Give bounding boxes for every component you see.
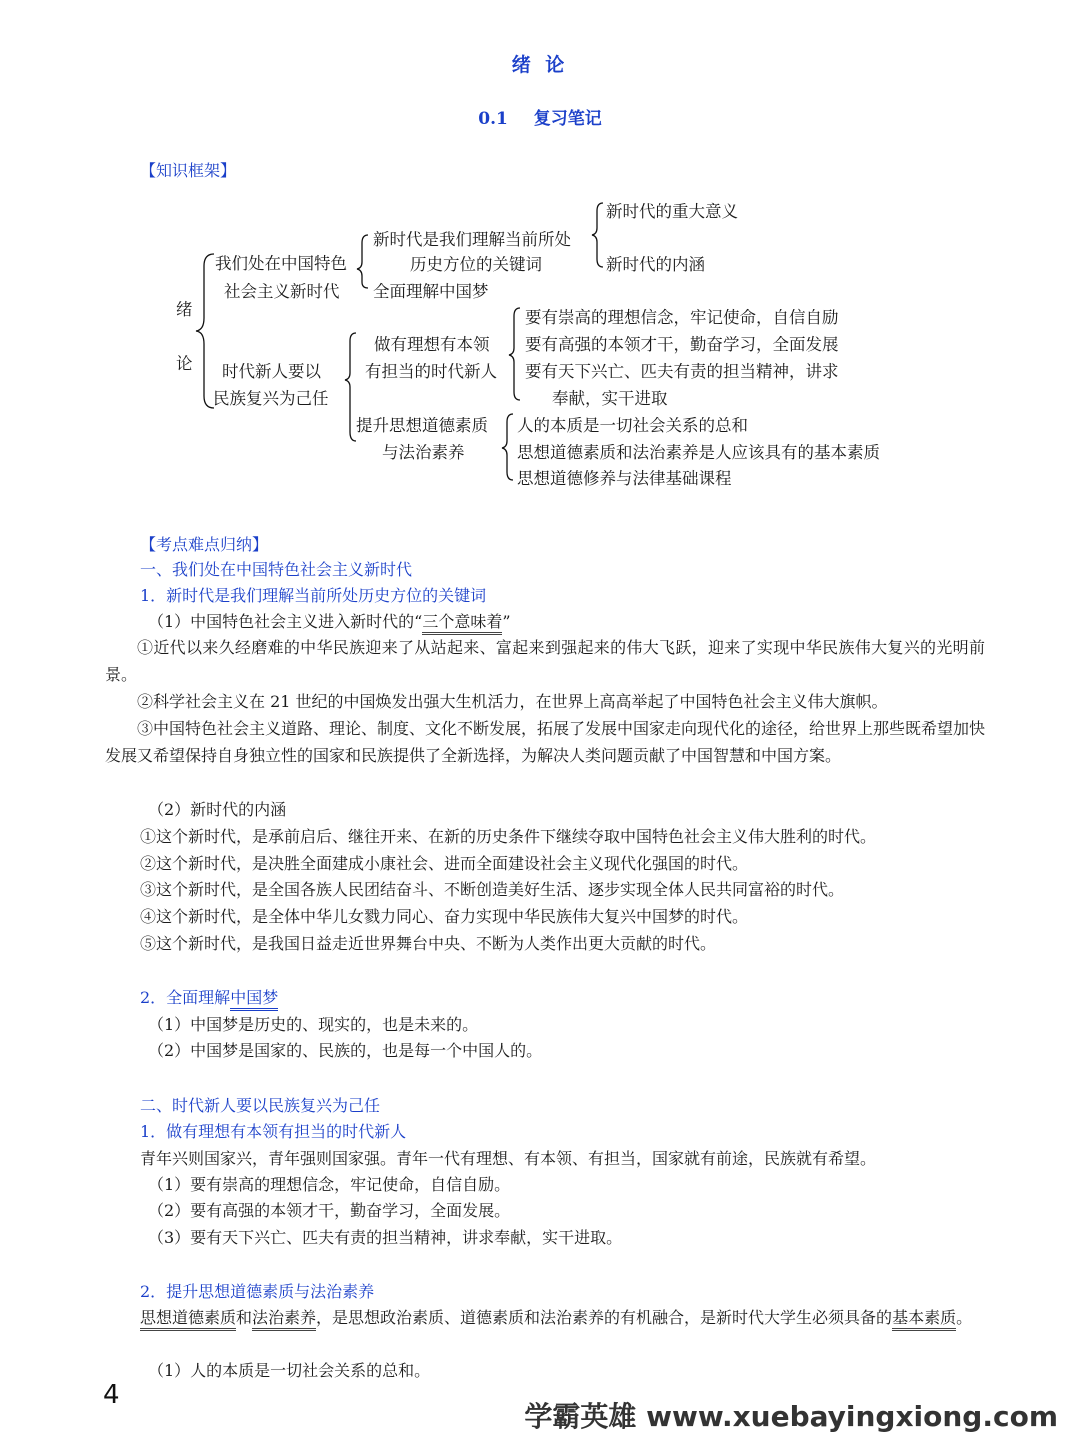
branch1-sub2: 全面理解中国梦 <box>373 282 489 301</box>
basic-quality-underlined: 基本素质 <box>892 1308 956 1331</box>
branch2-line2: 民族复兴为己任 <box>213 389 329 408</box>
branch1-brace <box>357 235 368 288</box>
sub2a-brace <box>509 308 520 400</box>
p1-2-heading: 2．全面理解中国梦 <box>140 984 278 1011</box>
p1-1-b-heading: （2）新时代的内涵 <box>148 800 287 819</box>
p1-1-b-item-4: ④这个新时代，是全体中华儿女戮力同心、奋力实现中华民族伟大复兴中国梦的时代。 <box>140 907 749 926</box>
p1-1-b-item-2: ②这个新时代，是决胜全面建成小康社会、进而全面建设社会主义现代化强国的时代。 <box>140 854 749 873</box>
p1-1-a-item-2: ②科学社会主义在 21 世纪的中国焕发出强大生机活力，在世界上高高举起了中国特色社会主义伟大旗帜。 <box>137 692 888 711</box>
branch1-sub1-leaf1: 新时代的重大意义 <box>606 202 738 221</box>
p2-1-heading: 1．做有理想有本领有担当的时代新人 <box>140 1122 407 1141</box>
sub2b-brace <box>502 414 513 480</box>
p1-1-heading: 1．新时代是我们理解当前所处历史方位的关键词 <box>140 586 487 605</box>
p1-1-b-item-1: ①这个新时代，是承前启后、继往开来、在新的历史条件下继续夺取中国特色社会主义伟大胜利的时代。 <box>140 827 877 846</box>
branch2-sub1-line1: 做有理想有本领 <box>374 335 490 354</box>
branch1-sub1-line1: 新时代是我们理解当前所处 <box>373 230 571 249</box>
p2-1-item-1: （1）要有崇高的理想信念，牢记使命，自信自励。 <box>148 1175 511 1194</box>
p1-2-item-1: （1）中国梦是历史的、现实的，也是未来的。 <box>148 1015 479 1034</box>
p1-1-a-heading: （1）中国特色社会主义进入新时代的“三个意味着” <box>148 608 511 635</box>
branch2-sub2-line1: 提升思想道德素质 <box>356 416 488 435</box>
branch2-brace <box>345 333 356 441</box>
sub1-brace <box>592 203 603 267</box>
branch2-line1: 时代新人要以 <box>222 362 321 381</box>
branch2-sub1-leaf1: 要有崇高的理想信念，牢记使命，自信自励 <box>525 308 839 327</box>
p2-2-paragraph: 思想道德素质和法治素养，是思想政治素质、道德素质和法治素养的有机融合，是新时代大学生必须具备的基本素质。 <box>105 1304 985 1331</box>
branch2-sub2-leaf1: 人的本质是一切社会关系的总和 <box>517 416 748 435</box>
p1-2-item-2: （2）中国梦是国家的、民族的，也是每一个中国人的。 <box>148 1041 543 1060</box>
root-char-2: 论 <box>176 354 193 373</box>
page-number: 4 <box>103 1380 120 1410</box>
branch2-sub2-leaf2: 思想道德素质和法治素养是人应该具有的基本素质 <box>517 443 880 462</box>
branch1-sub1-line2: 历史方位的关键词 <box>410 255 542 274</box>
p1-1-b-item-5: ⑤这个新时代，是我国日益走近世界舞台中央、不断为人类作出更大贡献的时代。 <box>140 934 717 953</box>
section-number: 0.1 <box>478 109 508 129</box>
chapter-title: 绪 论 <box>511 54 569 76</box>
part2-heading: 二、时代新人要以民族复兴为己任 <box>140 1096 381 1115</box>
branch2-sub1-line2: 有担当的时代新人 <box>365 362 497 381</box>
branch2-sub1-leaf2: 要有高强的本领才干，勤奋学习，全面发展 <box>525 335 839 354</box>
p1-1-a-item-3: ③中国特色社会主义道路、理论、制度、文化不断发展，拓展了发展中国家走向现代化的途径，给世界上那些既希望加快发展又希望保持自身独立性的国家和民族提供了全新选择，为解决人类问题贡献了中国智慧和中国方案。 <box>105 719 986 765</box>
three-meanings-underlined: 三个意味着 <box>422 612 502 635</box>
site-watermark: 学霸英雄 www.xuebayingxiong.com <box>524 1400 1058 1433</box>
p2-1-item-3: （3）要有天下兴亡、匹夫有责的担当精神，讲求奉献，实干进取。 <box>148 1228 623 1247</box>
section-name: 复习笔记 <box>533 109 602 129</box>
legal-literacy-underlined: 法治素养 <box>252 1308 316 1331</box>
branch2-sub2-line2: 与法治素养 <box>382 443 465 462</box>
p2-2-item-1: （1）人的本质是一切社会关系的总和。 <box>148 1361 431 1380</box>
framework-tag: 【知识框架】 <box>140 161 237 180</box>
p2-1-item-2: （2）要有高强的本领才干，勤奋学习，全面发展。 <box>148 1201 511 1220</box>
p1-1-b-item-3: ③这个新时代，是全国各族人民团结奋斗、不断创造美好生活、逐步实现全体人民共同富裕的时代。 <box>140 880 845 899</box>
p2-1-intro: 青年兴则国家兴，青年强则国家强。青年一代有理想、有本领、有担当，国家就有前途，民族就有希望。 <box>140 1149 877 1168</box>
branch1-sub1-leaf2: 新时代的内涵 <box>606 255 705 274</box>
branch2-sub1-leaf3b: 奉献，实干进取 <box>552 389 668 408</box>
root-brace <box>196 254 214 408</box>
branch2-sub1-leaf3: 要有天下兴亡、匹夫有责的担当精神，讲求 <box>525 362 839 381</box>
chinese-dream-underlined: 中国梦 <box>230 988 278 1011</box>
moral-quality-underlined: 思想道德素质 <box>140 1308 236 1331</box>
part1-heading: 一、我们处在中国特色社会主义新时代 <box>140 560 413 579</box>
p1-1-a-item-1: ①近代以来久经磨难的中华民族迎来了从站起来、富起来到强起来的伟大飞跃，迎来了实现中华民族伟大复兴的光明前景。 <box>105 638 985 684</box>
key-points-tag: 【考点难点归纳】 <box>140 535 269 554</box>
root-char-1: 绪 <box>176 300 193 319</box>
branch2-sub2-leaf3: 思想道德修养与法律基础课程 <box>517 469 732 488</box>
branch1-line2: 社会主义新时代 <box>224 282 340 301</box>
branch1-line1: 我们处在中国特色 <box>215 254 347 273</box>
p2-2-heading: 2．提升思想道德素质与法治素养 <box>140 1282 375 1301</box>
